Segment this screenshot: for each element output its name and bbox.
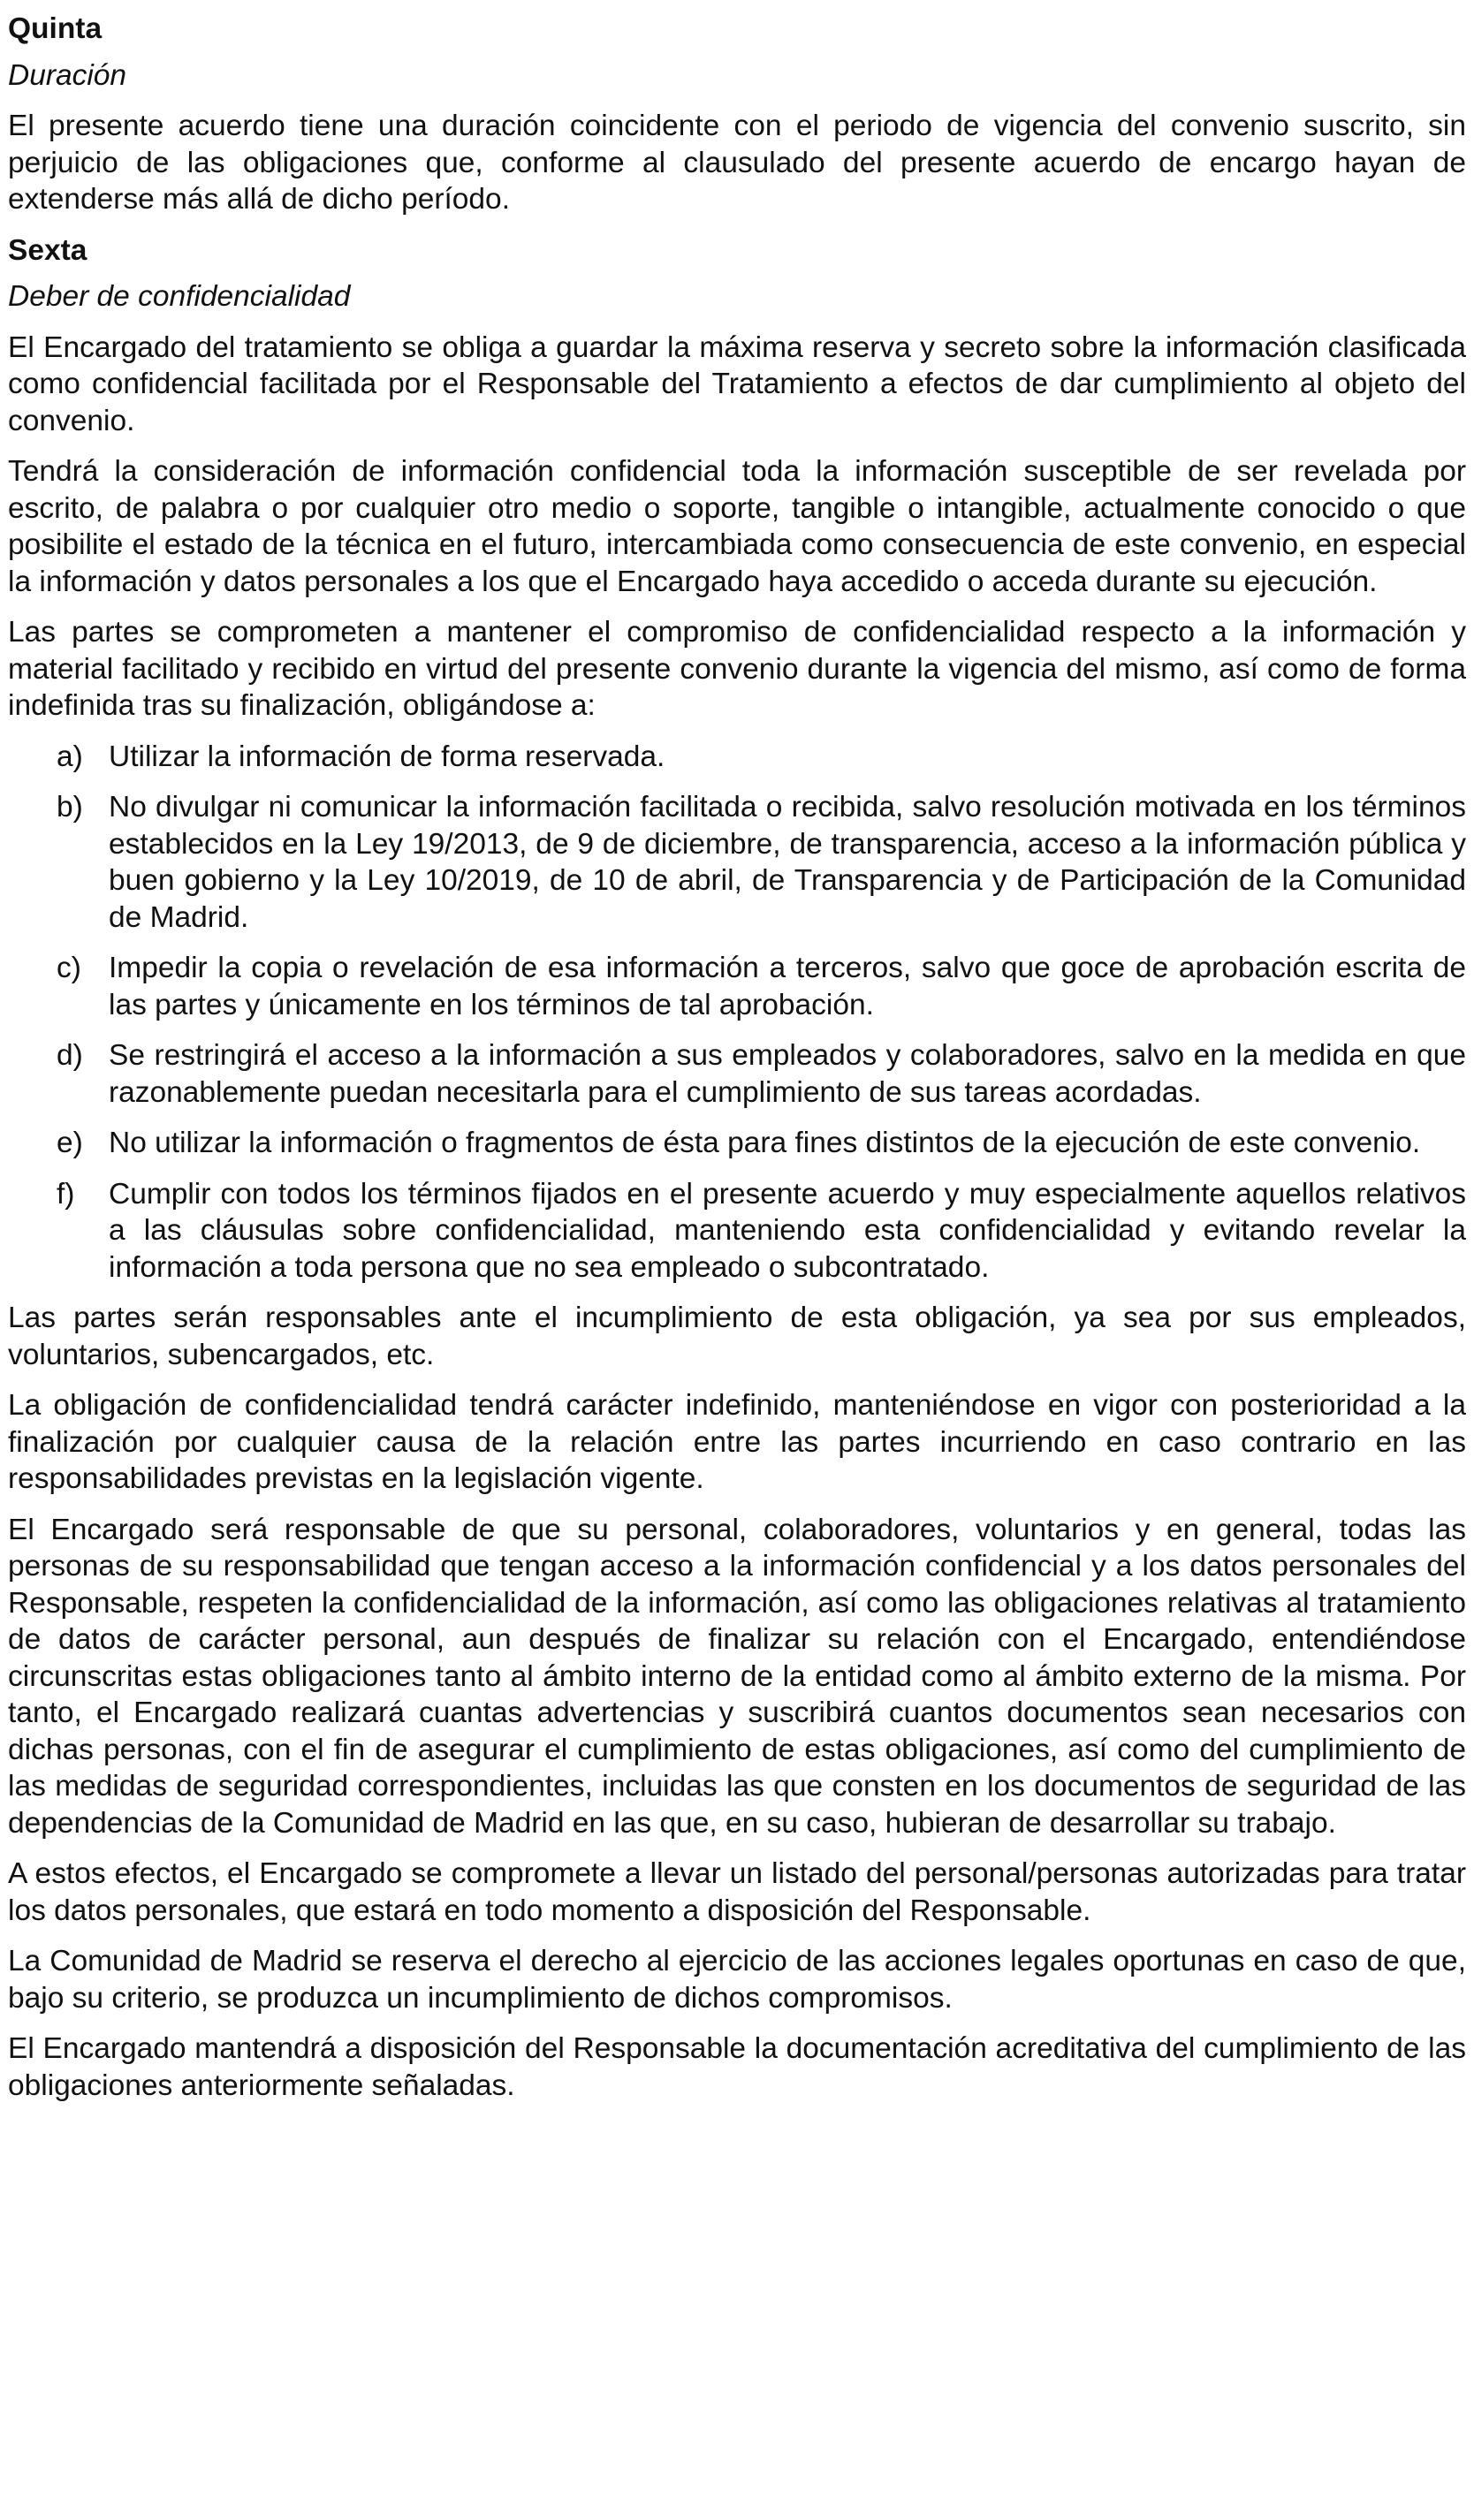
paragraph: El Encargado del tratamiento se obliga a guardar la máxima reserva y secreto sobre la información clasificada como confidencial facilitada por el Responsable del Tratamiento a efectos de dar cumplimiento al objeto del convenio. xyxy=(8,330,1466,437)
paragraph: El Encargado mantendrá a disposición del Responsable la documentación acreditativa del cumplimiento de las obligaciones anteriormente señaladas. xyxy=(8,2032,1466,2102)
list-item-text: No utilizar la información o fragmentos de ésta para fines distintos de la ejecución de este convenio. xyxy=(109,1127,1421,1159)
paragraph: A estos efectos, el Encargado se compromete a llevar un listado del personal/personas autorizadas para tratar los datos personales, que estará en todo momento a disposición del Responsable. xyxy=(8,1857,1466,1927)
list-item xyxy=(8,1176,1466,1287)
paragraph: Las partes se comprometen a mantener el compromiso de confidencialidad respecto a la información y material facilitado y recibido en virtud del presente convenio durante la vigencia del mismo, así como de forma indefinida tras su finalización, obligándose a: xyxy=(8,616,1466,722)
list-item xyxy=(8,950,1466,1023)
clause-subtitle-duracion: Duración xyxy=(8,58,127,92)
paragraph: El presente acuerdo tiene una duración coincidente con el periodo de vigencia del convenio suscrito, sin perjuicio de las obligaciones que, conforme al clausulado del presente acuerdo de encargo hayan de extenderse más allá de dicho período. xyxy=(8,110,1466,216)
list-item-text: Utilizar la información de forma reservada. xyxy=(109,740,665,773)
list-item xyxy=(8,739,1466,776)
obligations-list xyxy=(8,739,1466,1287)
paragraph: La obligación de confidencialidad tendrá carácter indefinido, manteniéndose en vigor con posterioridad a la finalización por cualquier causa de la relación entre las partes incurriendo en caso contrario en las responsabilidades previstas en la legislación vigente. xyxy=(8,1389,1466,1495)
clause-title-sexta: Sexta xyxy=(8,233,87,267)
paragraph: La Comunidad de Madrid se reserva el derecho al ejercicio de las acciones legales oportunas en caso de que, bajo su criterio, se produzca un incumplimiento de dichos compromisos. xyxy=(8,1945,1466,2015)
list-item xyxy=(8,1125,1466,1162)
list-item xyxy=(8,1037,1466,1111)
clause-subtitle-confidencialidad: Deber de confidencialidad xyxy=(8,280,351,313)
paragraph: Las partes serán responsables ante el incumplimiento de esta obligación, ya sea por sus empleados, voluntarios, subencargados, etc. xyxy=(8,1302,1466,1371)
paragraph: Tendrá la consideración de información confidencial toda la información susceptible de ser revelada por escrito, de palabra o por cualquier otro medio o soporte, tangible o intangible, actualmente conocido o que posibilite el estado de la técnica en el futuro, intercambiada como consecuencia de este convenio, en especial la información y datos personales a los que el Encargado haya accedido o acceda durante su ejecución. xyxy=(8,455,1466,598)
paragraph: El Encargado será responsable de que su personal, colaboradores, voluntarios y en general, todas las personas de su responsabilidad que tengan acceso a la información confidencial y a los datos personales del Responsable, respeten la confidencialidad de la información, así como las obligaciones relativas al tratamiento de datos de carácter personal, aun después de finalizar su relación con el Encargado, entendiéndose circunscritas estas obligaciones tanto al ámbito interno de la entidad como al ámbito externo de la misma. Por tanto, el Encargado realizará cuantas advertencias y suscribirá cuantos documentos sean necesarios con dichas personas, con el fin de asegurar el cumplimiento de estas obligaciones, así como del cumplimiento de las medidas de seguridad correspondientes, incluidas las que consten en los documentos de seguridad de las dependencias de la Comunidad de Madrid en las que, en su caso, hubieran de desarrollar su trabajo. xyxy=(8,1513,1466,1840)
clause-title-quinta: Quinta xyxy=(8,12,103,45)
list-marker: c) xyxy=(57,952,81,984)
list-item-text: Se restringirá el acceso a la información a sus empleados y colaboradores, salvo en la medida en que razonablemente puedan necesitarla para el cumplimiento de sus tareas acordadas. xyxy=(109,1039,1466,1109)
list-marker: e) xyxy=(57,1127,83,1159)
list-marker: d) xyxy=(57,1039,83,1072)
list-item-text: No divulgar ni comunicar la información facilitada o recibida, salvo resolución motivada en los términos establecidos en la Ley 19/2013, de 9 de diciembre, de transparencia, acceso a la información pública y buen gobierno y la Ley 10/2019, de 10 de abril, de Transparencia y de Participación de la Comunidad de Madrid. xyxy=(109,791,1466,934)
document-page xyxy=(8,11,1466,2118)
list-item-text: Cumplir con todos los términos fijados en el presente acuerdo y muy especialmente aquellos relativos a las cláusulas sobre confidencialidad, manteniendo esta confidencialidad y evitando revelar la información a toda persona que no sea empleado o subcontratado. xyxy=(109,1177,1466,1284)
list-marker: f) xyxy=(57,1177,75,1211)
list-item xyxy=(8,789,1466,936)
list-item-text: Impedir la copia o revelación de esa información a terceros, salvo que goce de aprobación escrita de las partes y únicamente en los términos de tal aprobación. xyxy=(109,952,1466,1021)
list-marker: a) xyxy=(57,740,83,773)
list-marker: b) xyxy=(57,791,83,824)
